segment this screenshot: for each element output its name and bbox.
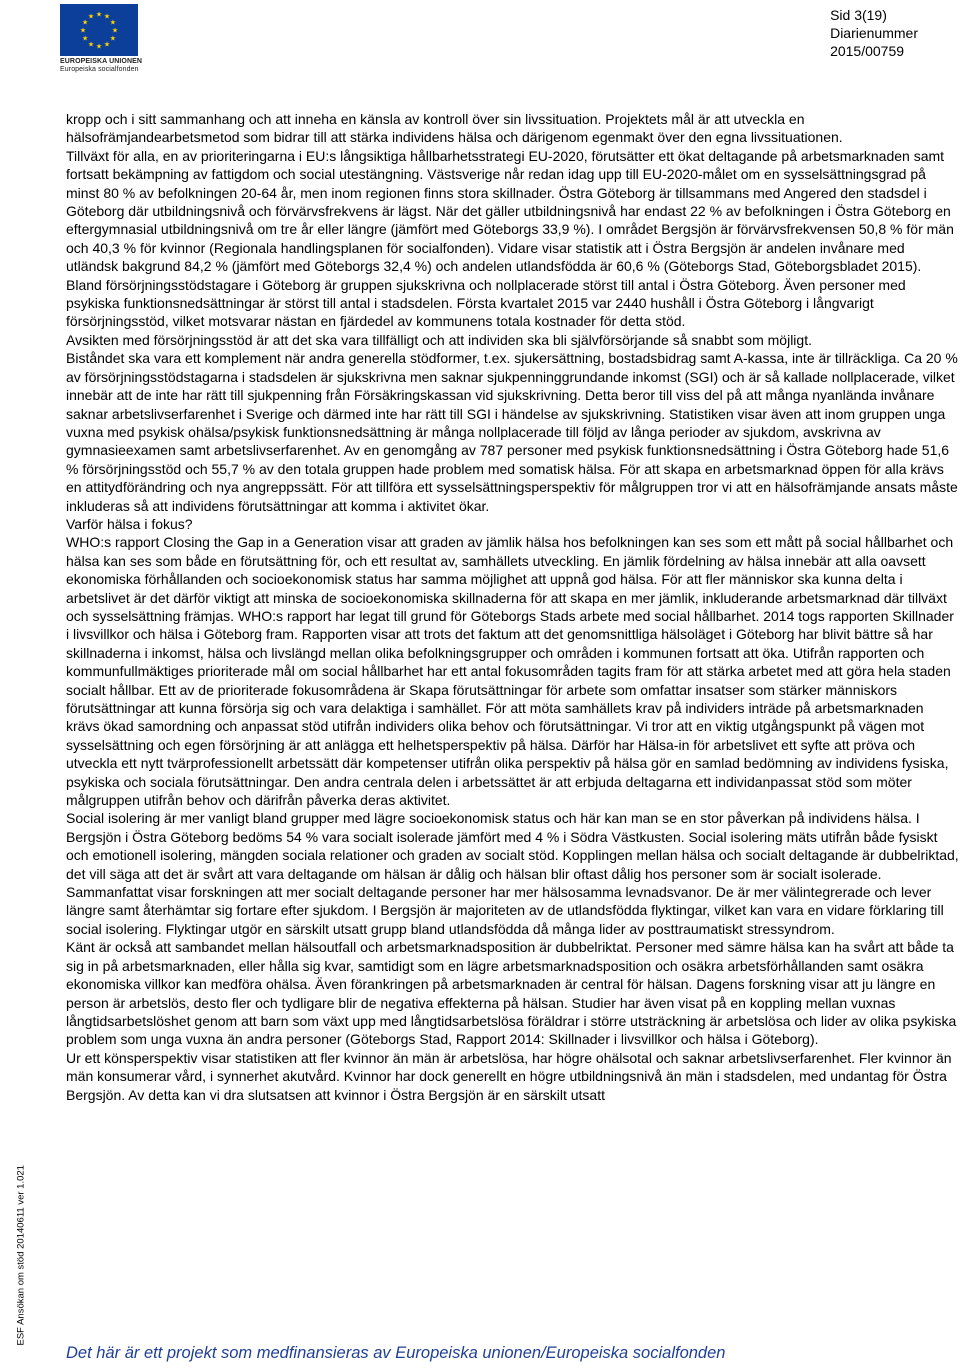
document-body: [66, 110, 959, 1104]
paragraph: Tillväxt för alla, en av prioriteringarna i EU:s långsiktiga hållbarhetsstrategi EU-2020, förutsätter ett ökat deltagande på arbetsmarknaden samt fortsatt bekämpning av fattigdom och social utestängning. Västsverige når redan idag upp till EU-2020-målet om en sysselsättningsgrad på minst 80 % av befolkningen 20-64 år, men inom regionen finns stora skillnader. Östra Göteborg är tillsammans med Angered den stadsdel i Göteborg där utbildningsnivå och förvärvsfrekvens är lägst. När det gäller utbildningsnivå har endast 22 % av befolkningen i Östra Göteborg en eftergymnasial utbildningsnivå om tre år eller längre (jämfört med Göteborgs 33,9 %). I området Bergsjön är förvärvsfrekvensen 50,8 % för män och 40,3 % för kvinnor (Regionala handlingsplanen för socialfonden). Vidare visar statistik att i Östra Bergsjön är andelen invånare med utländsk bakgrund 84,2 % (jämfört med Göteborgs 32,4 %) och andelen utlandsfödda är 60,6 % (Göteborgs Stad, Göteborgsbladet 2015).: [66, 147, 954, 275]
paragraph: WHO:s rapport Closing the Gap in a Generation visar att graden av jämlik hälsa hos befolkningen kan ses som ett mått på social hållbarhet och hälsa kan ses som både en förutsättning för, och ett resultat av, samhällets utveckling. En jämlik fördelning av hälsa innebär att alla oavsett ekonomiska förhållanden och socioekonomisk status har samma möjlighet att uppnå god hälsa. För att fler människor ska kunna delta i arbetslivet är det därför viktigt att minska de socioekonomiska skillnaderna för att skapa en mer jämlik, inkluderande arbetsmarknad där tillväxt och sysselsättning främjas. WHO:s rapport har legat till grund för Göteborgs Stads arbete med social hållbarhet. 2014 togs rapporten Skillnader i livsvillkor och hälsa i Göteborg fram. Rapporten visar att trots det faktum att det genomsnittliga hälsoläget i Göteborg har blivit bättre så har skillnaderna i inkomst, hälsa och livslängd mellan olika befolkningsgrupper och områden i kommunen fortsatt att öka. Utifrån rapporten och kommunfullmäktiges prioriterade mål om social hållbarhet har ett antal fokusområden tagits fram för att stärka arbetet med att göra hela staden socialt hållbar. Ett av de prioriterade fokusområdena är Skapa förutsättningar för arbete som omfattar insatser som stärker människors förutsättningar att kunna försörja sig och vara delaktiga i samhället. För att möta samhällets krav på individers inträde på arbetsmarknaden krävs ökad samordning och anpassat stöd utifrån individers olika behov och förutsättningar. Vi tror att en viktig utgångspunkt på vägen mot sysselsättning och egen försörjning är att anlägga ett helhetsperspektiv på hälsa. Därför har Hälsa-in för arbetslivet ett syfte att pröva och utveckla ett nytt tvärprofessionellt arbetssätt där kompetenser utifrån olika perspektiv på hälsa gör en samlad bedömning av individens fysiska, psykiska och sociala förutsättningar. Den andra centrala delen i arbetssättet är att erbjuda deltagarna ett individanpassat stöd som möter målgruppen utifrån behov och därifrån påverka deras aktivitet.: [66, 534, 954, 809]
star-icon: ★: [103, 13, 111, 21]
document-header: [830, 6, 918, 60]
form-version-sidebar: [6, 1150, 27, 1350]
logo-line-1: EUROPEISKA UNIONEN: [60, 58, 143, 65]
diarienummer-value: 2015/00759: [830, 43, 905, 59]
star-icon: ★: [79, 27, 87, 35]
logo-line-2: Europeiska socialfonden: [60, 66, 139, 73]
star-icon: ★: [95, 43, 103, 51]
star-icon: ★: [95, 11, 103, 19]
paragraph: Biståndet ska vara ett komplement när andra generella stödformer, t.ex. sjukersättning, bostadsbidrag samt A-kassa, inte är tillräckliga. Ca 20 % av försörjningsstödstagarna i stadsdelen är sjukskrivna men saknar sjukpenninggrundande inkomst (SGI) och är så kallade nollplacerade, vilket innebär att de inte har rätt till sjukpenning från Försäkringskassan vid sjukskrivning. Detta beror till viss del på att många nyanlända invånare saknar arbetslivserfarenhet i Sverige och därmed inte har rätt till SGI i händelse av sjukskrivning. Statistiken visar även att inom gruppen unga vuxna med psykisk ohälsa/psykisk funktionsnedsättning är många nollplacerade till följd av långa perioder av sjukdom, avskrivna av gymnasieexamen samt arbetslivserfarenhet. Av en genomgång av 787 personer med psykisk funktionsnedsättning i Östra Göteborg hade 51,6 % försörjningsstöd och 55,7 % av den totala gruppen hade problem med somatisk hälsa. För att skapa en arbetsmarknad öppen för alla krävs en attitydförändring och nya angreppssätt. För att tillföra ett sysselsättningsperspektiv för målgruppen tror vi att en hälsofrämjande ansats måste inkluderas så att individens förutsättningar att komma i aktivitet ökar.: [66, 350, 958, 514]
paragraph: Ur ett könsperspektiv visar statistiken att fler kvinnor än män är arbetslösa, har högre ohälsotal och saknar arbetslivserfarenhet. Fler kvinnor än män konsumerar vård, i synnerhet akutvård. Kvinnor har dock generellt en högre utbildningsnivå än män i stadsdelen, med undantag för Östra Bergsjön. Av detta kan vi dra slutsatsen att kvinnor i Östra Bergsjön är en särskilt utsatt: [66, 1049, 952, 1103]
star-icon: ★: [82, 35, 89, 43]
eu-flag-icon: [60, 4, 138, 56]
star-icon: ★: [82, 19, 89, 27]
paragraph: Social isolering är mer vanligt bland grupper med lägre socioekonomisk status och här kan man se en stor påverkan på individens hälsa. I Bergsjön i Östra Göteborg bedöms 54 % vara socialt isolerade jämfört med 4 % i Södra Västkusten. Social isolering mäts utifrån både fysiskt och emotionell isolering, mängden sociala relationer och graden av socialt stöd. Kopplingen mellan hälsa och socialt deltagande är dubbelriktad, det vill säga att det är svårt att vara deltagande om hälsan är dålig och hälsan blir oftast dålig hos personer som är socialt isolerade. Sammanfattat visar forskningen att mer socialt deltagande personer har mer hälsosamma levnadsvanor. De är mer välintegrerade och lever längre samt återhämtar sig fortare efter sjukdom. I Bergsjön är majoriteten av de utlandsfödda flyktingar, vilket kan vara en vidare förklaring till social isolering. Flyktingar utgör en särskilt utsatt grupp bland utlandsfödda då många lider av posttraumatiskt stressyndrom.: [66, 810, 959, 937]
star-icon: ★: [87, 41, 95, 49]
form-version-text: ESF Ansökan om stöd 20140611 ver 1.021: [15, 1165, 27, 1346]
cofinancing-footer: Det här är ett projekt som medfinansieras av Europeiska unionen/Europeiska socialfonden: [66, 1344, 726, 1362]
star-icon: ★: [111, 27, 119, 35]
section-heading: Varför hälsa i fokus?: [66, 515, 193, 532]
paragraph: Känt är också att sambandet mellan hälsoutfall och arbetsmarknadsposition är dubbelriktat. Personer med sämre hälsa kan ha svårt att både ta sig in på arbetsmarknaden, eller hålla sig kvar, samtidigt som en lägre arbetsmarknadsposition och osäkra arbetsförhållanden samt osäkra ekonomiska villkor kan medföra ohälsa. Även förankringen på arbetsmarknaden är central för hälsan. Dagens forskning visar att ju längre en person är arbetslös, desto fler och tydligare blir de negativa effekterna på hälsan. Studier har även visat på en koppling mellan vuxnas långtidsarbetslöshet genom att barn som växt upp med långtidsarbetslösa föräldrar i större utsträckning är arbetslösa och lider av olika psykiska problem som unga vuxna än andra personer (Göteborgs Stad, Rapport 2014: Skillnader i livsvillkor och hälsa i Göteborg).: [66, 939, 957, 1048]
paragraph: Avsikten med försörjningsstöd är att det ska vara tillfälligt och att individen ska bli självförsörjande så snabbt som möjligt.: [66, 331, 812, 348]
page-number: Sid 3(19): [830, 7, 887, 23]
eu-logo: [60, 4, 143, 80]
paragraph: kropp och i sitt sammanhang och att inneha en känsla av kontroll över sin livssituation. Projektets mål är att utveckla en hälsofrämjandearbetsmetod som bidrar till att stärka individens hälsa och därigenom egenmakt över den egna livssituationen.: [66, 111, 843, 146]
star-icon: ★: [109, 19, 116, 27]
diarienummer-label: Diarienummer: [830, 25, 918, 41]
star-icon: ★: [109, 35, 116, 43]
star-icon: ★: [103, 41, 111, 49]
star-icon: ★: [87, 13, 95, 21]
paragraph: Bland försörjningsstödstagare i Göteborg är gruppen sjukskrivna och nollplacerade störst till antal i Östra Göteborg. Även personer med psykiska funktionsnedsättningar är störst till antal i stadsdelen. Första kvartalet 2015 var 2440 hushåll i Östra Göteborg i långvarigt försörjningsstöd, vilket motsvarar nästan en fjärdedel av kommunens totala kostnader för detta stöd.: [66, 276, 906, 330]
